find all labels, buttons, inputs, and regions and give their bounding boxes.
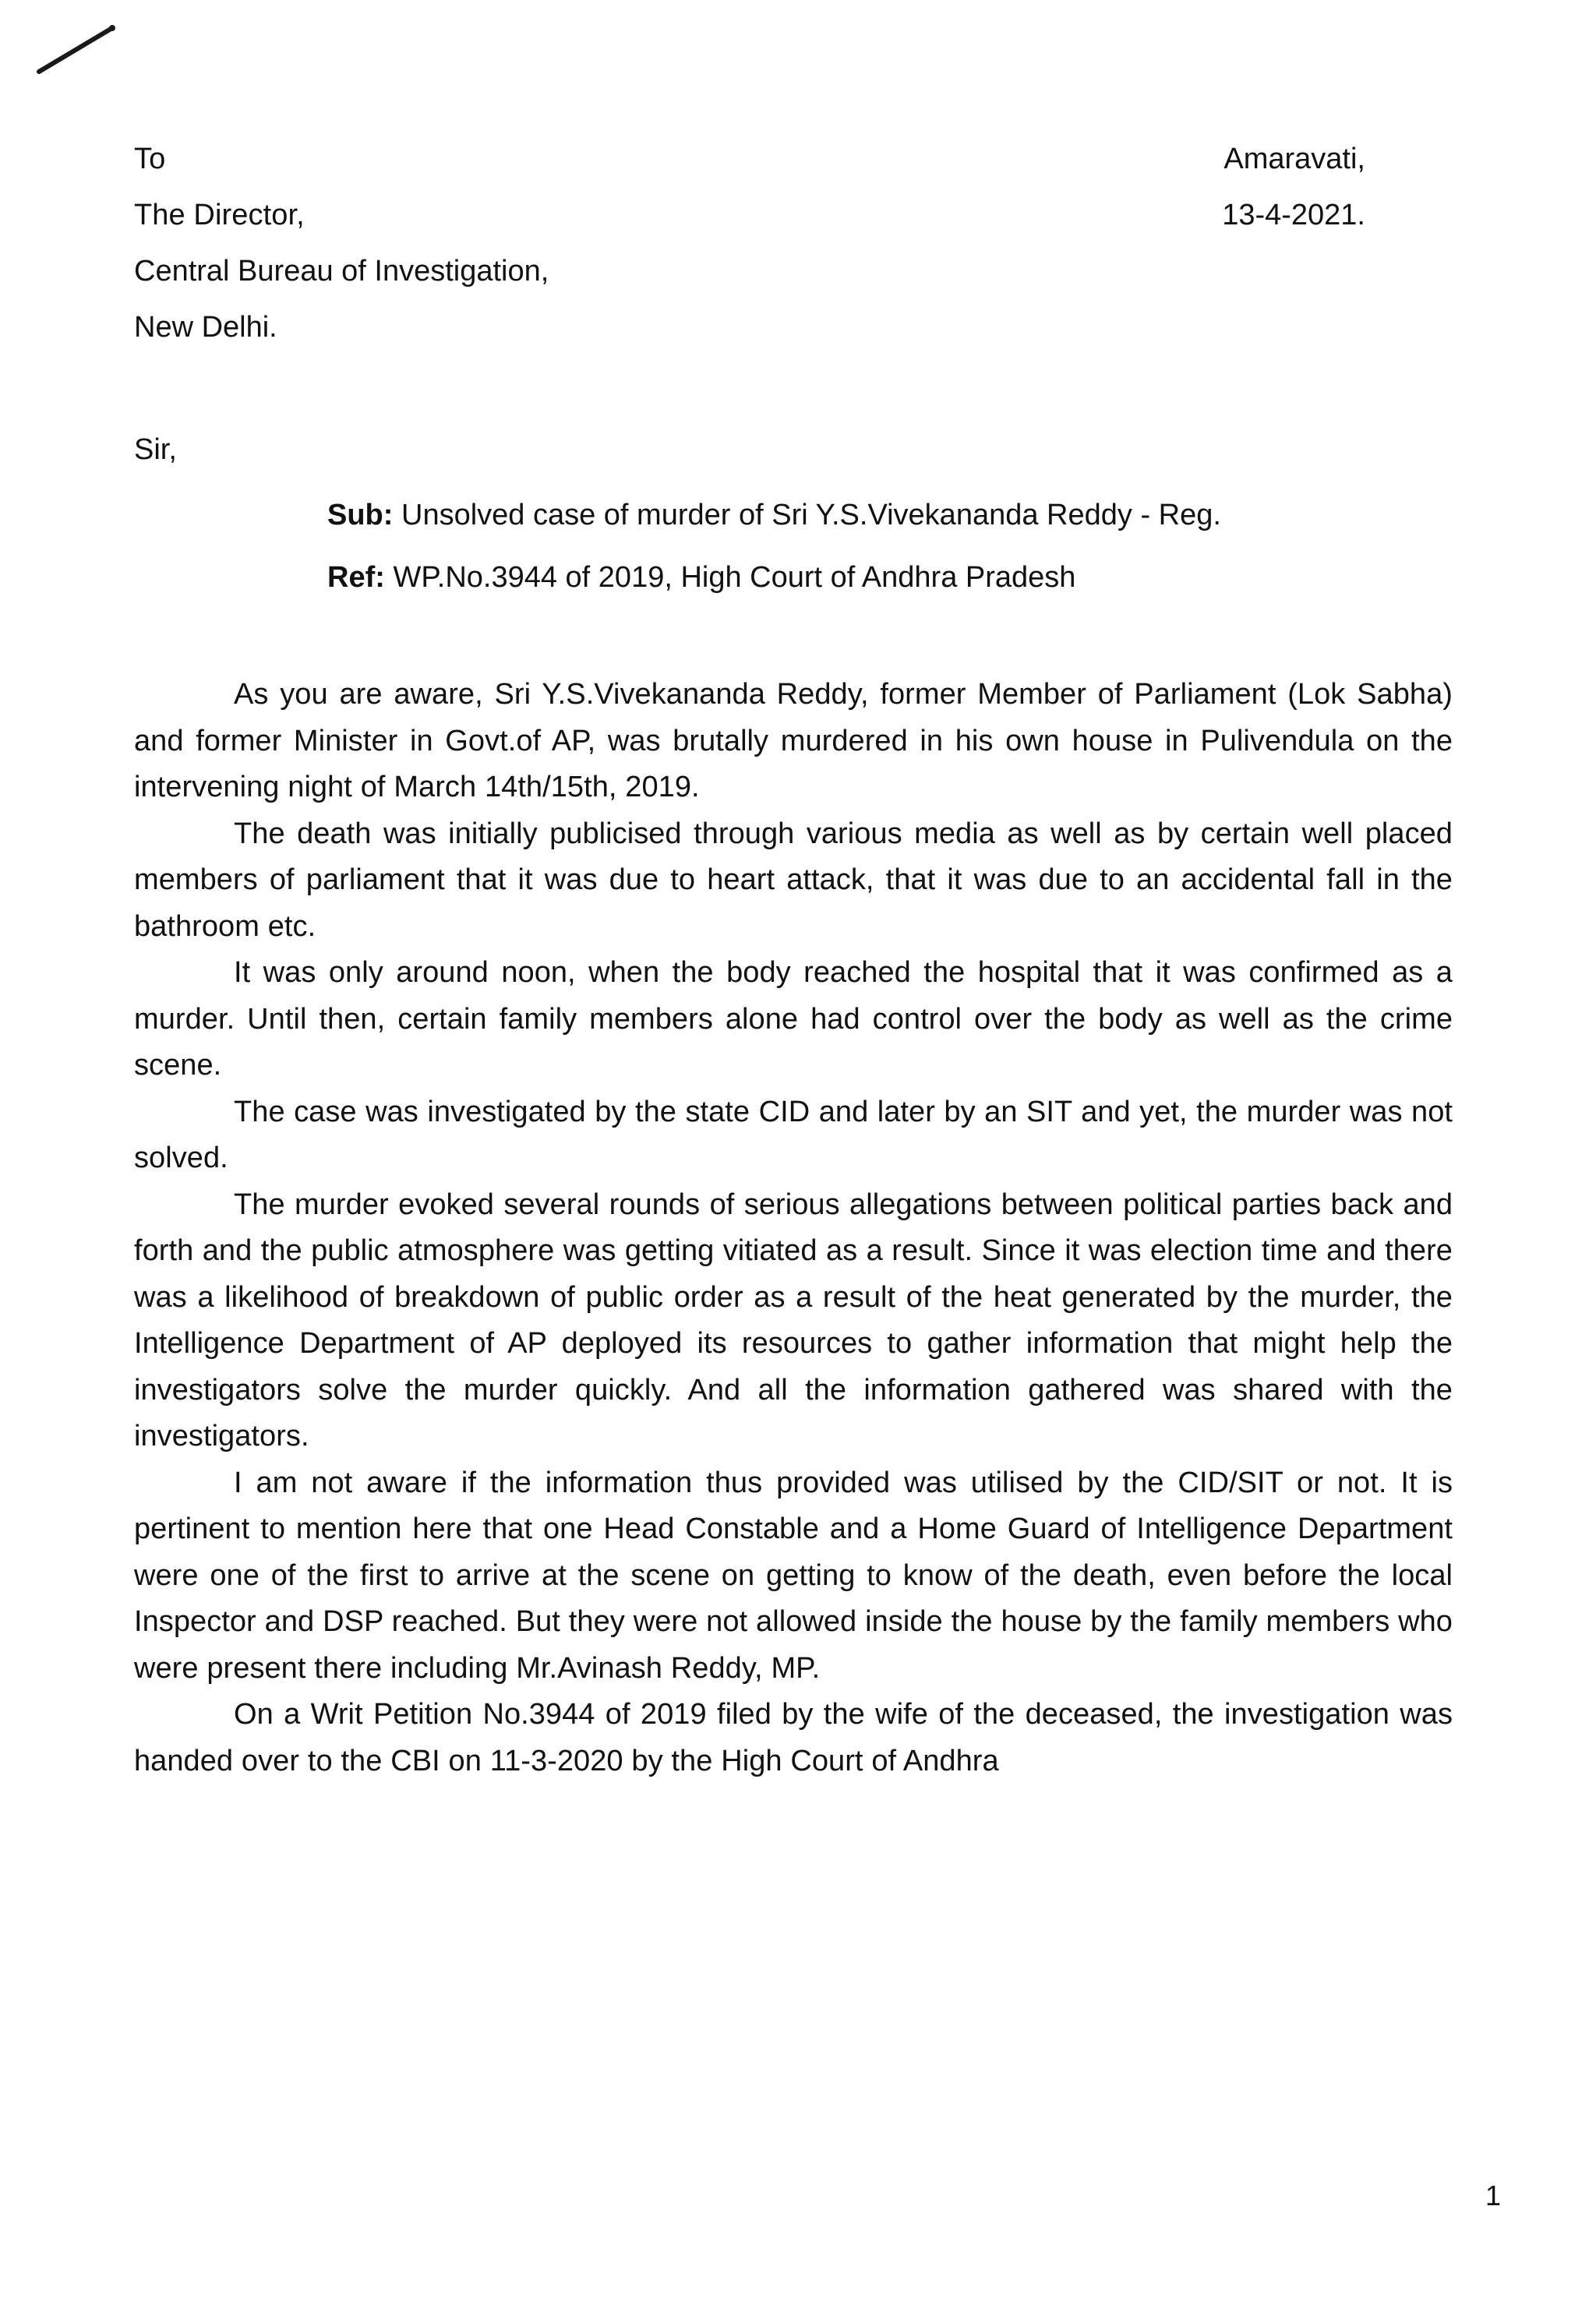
recipient-city: New Delhi. bbox=[134, 311, 277, 344]
address-block bbox=[134, 139, 1451, 363]
body-paragraph: It was only around noon, when the body reached the hospital that it was confirmed as a murder. Until then, certain family members alone had control over the body as well as the crime scene. bbox=[134, 956, 1453, 1082]
reference-line bbox=[327, 558, 1457, 597]
handwritten-tick-mark bbox=[34, 17, 128, 79]
to-label: To bbox=[134, 143, 166, 175]
date-label: 13-4-2021. bbox=[1222, 199, 1365, 231]
body-paragraph: The murder evoked several rounds of serious allegations between political parties back and forth and the public atmosphere was getting vitiated as a result. Since it was election time and there was a likelihood of breakdown of public order as a result of the heat generated by the murder, the Intelligence Department of AP deployed its resources to gather information that might help the investigators solve the murder quickly. And all the information gathered was shared with the investigators. bbox=[134, 1188, 1453, 1452]
place-label: Amaravati, bbox=[1223, 143, 1365, 175]
body-paragraph: As you are aware, Sri Y.S.Vivekananda Reddy, former Member of Parliament (Lok Sabha) and former Minister in Govt.of AP, was brutally murdered in his own house in Pulivendula on the intervening night of March 14th/15th, 2019. bbox=[134, 678, 1453, 803]
body-paragraph: The case was investigated by the state CID and later by an SIT and yet, the murder was not solved. bbox=[134, 1095, 1453, 1174]
subject-reference-block bbox=[327, 496, 1457, 620]
body-paragraph: On a Writ Petition No.3944 of 2019 filed by the wife of the deceased, the investigation was handed over to the CBI on 11-3-2020 by the High Court of Andhra bbox=[134, 1698, 1453, 1777]
body-paragraph: I am not aware if the information thus provided was utilised by the CID/SIT or not. It is pertinent to mention here that one Head Constable and a Home Guard of Intelligence Department were one of the first to arrive at the scene on getting to know of the death, even before the local Inspector and DSP reached. But they were not allowed inside the house by the family members who were present there including Mr.Avinash Reddy, MP. bbox=[134, 1466, 1453, 1685]
page-number: 1 bbox=[1485, 2180, 1501, 2211]
recipient-title: The Director, bbox=[134, 199, 305, 231]
subject-label: Sub: bbox=[327, 499, 394, 531]
recipient-and-date-row bbox=[134, 195, 1451, 235]
reference-text: WP.No.3944 of 2019, High Court of Andhra Pradesh bbox=[393, 561, 1076, 594]
to-and-place-row bbox=[134, 139, 1451, 179]
subject-text: Unsolved case of murder of Sri Y.S.Vivekananda Reddy - Reg. bbox=[401, 499, 1221, 531]
recipient-organisation: Central Bureau of Investigation, bbox=[134, 255, 549, 288]
body-paragraph: The death was initially publicised through various media as well as by certain well placed members of parliament that it was due to heart attack, that it was due to an accidental fall in the bathroom etc. bbox=[134, 817, 1453, 943]
subject-line bbox=[327, 496, 1457, 535]
body-paragraphs bbox=[134, 672, 1453, 1784]
reference-label: Ref: bbox=[327, 561, 385, 594]
salutation: Sir, bbox=[134, 433, 177, 466]
